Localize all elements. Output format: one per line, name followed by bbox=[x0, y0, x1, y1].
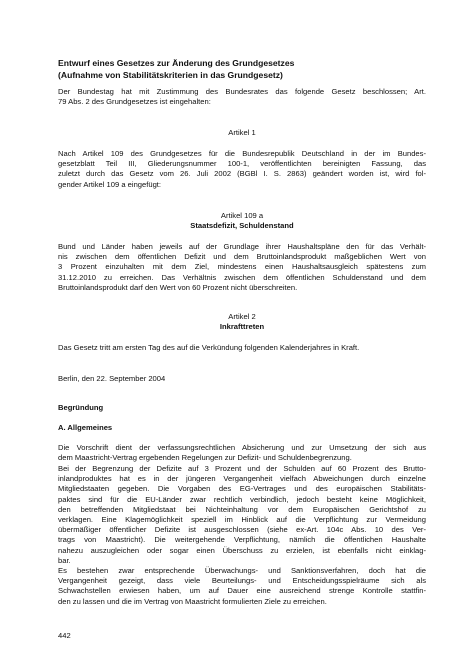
begruendung-heading: Begründung bbox=[58, 403, 104, 412]
text-line: Das Gesetz tritt am ersten Tag des auf die Verkündung folgenden Kalenderjahres in Kraft. bbox=[58, 343, 360, 352]
text-line: Bund und Länder haben jeweils auf der Grundlage ihrer Haushaltspläne den für das Verhält- bbox=[58, 242, 426, 251]
text-line: trags von Maastricht). Die weitergehende Verpflichtung, nämlich die öffentlichen Haushalte bbox=[58, 535, 426, 545]
text-line: zuletzt durch das Gesetz vom 26. Juli 2002 (BGBl I. S. 2863) geändert worden ist, wird fol- bbox=[58, 169, 426, 179]
text-line: inlandproduktes hat es in der jüngeren Vergangenheit vielfach Abweichungen durch einzelne bbox=[58, 474, 426, 484]
artikel-109a-subheading: Staatsdefizit, Schuldenstand bbox=[190, 221, 294, 230]
artikel-2-subheading: Inkrafttreten bbox=[219, 322, 265, 331]
text-line: Mitgliedstaaten gegeben. Die Vorgaben des EG-Vertrages und des europäischen Stabilitäts- bbox=[58, 484, 426, 494]
text-line: gesetzblatt Teil III, Gliederungsnummer 100-1, veröffentlichten bereinigten Fassung, das bbox=[58, 159, 426, 169]
artikel-2-text bbox=[58, 343, 426, 353]
allgemeines-paragraph-2 bbox=[58, 464, 426, 566]
intro-paragraph bbox=[58, 87, 426, 107]
text-line: paktes sind für die EU-Länder zwar rechtlich verbindlich, jedoch besteht keine Möglichkeit, bbox=[58, 494, 426, 504]
text-line: Bruttoinlandsprodukt darf den Wert von 60 Prozent nicht überschreiten. bbox=[58, 282, 298, 292]
text-line: nahezu auszugleichen oder sogar einen Überschuss zu erzielen, ist ebenfalls nicht einklag- bbox=[58, 545, 426, 555]
title-line-1: Entwurf eines Gesetzes zur Änderung des Grundgesetzes bbox=[58, 58, 295, 68]
text-line: 31.12.2010 zu erreichen. Das Verhältnis zwischen dem öffentlichen Schuldenstand und dem bbox=[58, 272, 426, 282]
text-line: 3 Prozent einzuhalten mit dem Ziel, mindestens einen Haushaltsausgleich spätestens zum bbox=[58, 262, 426, 272]
text-line: bar. bbox=[58, 555, 71, 565]
allgemeines-heading: A. Allgemeines bbox=[58, 423, 113, 432]
text-line: dem Maastricht-Vertrag ergebenden Regelungen zur Defizit- und Schuldenbegrenzung. bbox=[58, 453, 352, 463]
text-line: Es bestehen zwar entsprechende Überwachungs- und Sanktionsverfahren, doch hat die bbox=[58, 566, 426, 575]
artikel-1-text bbox=[58, 149, 426, 190]
text-line: Schwachstellen erwiesen haben, um auf Dauer eine ausreichend strenge Kontrolle stattfin- bbox=[58, 586, 426, 596]
artikel-2-heading: Artikel 2 bbox=[228, 312, 256, 321]
page-number: 442 bbox=[58, 631, 71, 640]
text-line: übermäßiger öffentlicher Defizite ist ausgeschlossen (siehe ex-Art. 104c Abs. 10 des Ver- bbox=[58, 525, 426, 535]
dateline: Berlin, den 22. September 2004 bbox=[58, 374, 166, 383]
text-line: verklagen. Eine Klagemöglichkeit speziell im Hinblick auf die Verpflichtung zur Vermeidung bbox=[58, 515, 426, 525]
artikel-1-heading: Artikel 1 bbox=[228, 128, 256, 137]
text-line: Die Vorschrift dient der verfassungsrechtlichen Absicherung und zur Umsetzung der sich aus bbox=[58, 443, 426, 452]
text-line: den zu lassen und die im Vertrag von Maastricht formulierten Ziele zu erreichen. bbox=[58, 596, 327, 606]
text-line: gender Artikel 109 a eingefügt: bbox=[58, 179, 162, 189]
artikel-109a-heading: Artikel 109 a bbox=[220, 211, 264, 220]
title-line-2: (Aufnahme von Stabilitätskriterien in das Grundgesetz) bbox=[58, 69, 283, 80]
text-line: Der Bundestag hat mit Zustimmung des Bundesrates das folgende Gesetz beschlossen; Art. bbox=[58, 87, 426, 96]
text-line: den betreffenden Mitgliedstaat bei Nichteinhaltung vor dem Europäischen Gerichtshof zu bbox=[58, 504, 426, 514]
text-line: Nach Artikel 109 des Grundgesetzes für die Bundesrepublik Deutschland in der im Bundes- bbox=[58, 149, 426, 158]
document-title bbox=[58, 58, 426, 81]
text-line: Vergangenheit gezeigt, dass viele Beurteilungs- und Entscheidungsspielräume sich als bbox=[58, 576, 426, 586]
text-line: Bei der Begrenzung der Defizite auf 3 Prozent und der Schulden auf 60 Prozent des Brutto- bbox=[58, 464, 426, 473]
artikel-109a-text bbox=[58, 242, 426, 293]
allgemeines-paragraph-3 bbox=[58, 566, 426, 607]
text-line: nis zwischen dem öffentlichen Defizit und dem Bruttoinlandsprodukt maßgeblichen Wert von bbox=[58, 252, 426, 262]
text-line: 79 Abs. 2 des Grundgesetzes ist eingehalten: bbox=[58, 97, 211, 107]
allgemeines-paragraph-1 bbox=[58, 443, 426, 463]
